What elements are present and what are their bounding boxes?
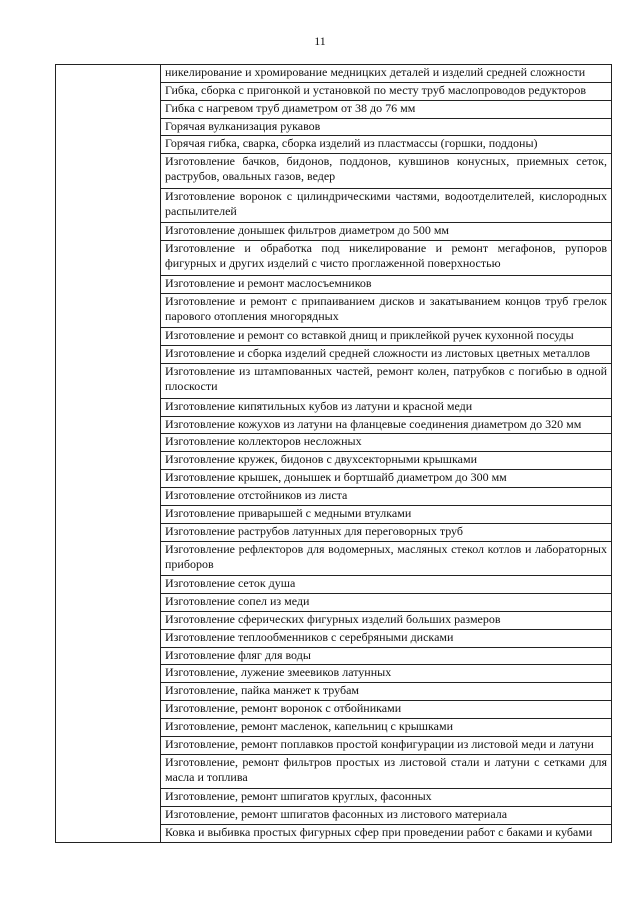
work-item-cell: Изготовление сопел из меди <box>161 594 612 612</box>
work-item-cell: Изготовление, ремонт шпигатов круглых, фасонных <box>161 789 612 807</box>
page-number: 11 <box>314 34 326 48</box>
work-item-cell: Изготовление кожухов из латуни на фланцевые соединения диаметром до 320 мм <box>161 416 612 434</box>
work-item-cell: Изготовление донышек фильтров диаметром до 500 мм <box>161 223 612 241</box>
work-item-cell: Гибка с нагревом труб диаметром от 38 до 76 мм <box>161 100 612 118</box>
empty-left-column-cell <box>56 65 161 843</box>
work-item-cell: Изготовление сеток душа <box>161 576 612 594</box>
work-item-cell: Гибка, сборка с пригонкой и установкой по месту труб маслопроводов редукторов <box>161 82 612 100</box>
work-item-cell: Изготовление кипятильных кубов из латуни и красной меди <box>161 398 612 416</box>
work-item-cell: Изготовление и ремонт с припаиванием дисков и закатыванием концов труб грелок парового отопления многорядных <box>161 293 612 328</box>
work-item-cell: Изготовление теплообменников с серебряными дисками <box>161 629 612 647</box>
work-item-cell: Изготовление из штампованных частей, ремонт колен, патрубков с погибью в одной плоскости <box>161 364 612 399</box>
work-item-cell: никелирование и хромирование медницких деталей и изделий средней сложности <box>161 65 612 83</box>
table-row <box>56 65 612 83</box>
work-item-cell: Изготовление, ремонт масленок, капельниц с крышками <box>161 719 612 737</box>
work-item-cell: Изготовление, лужение змеевиков латунных <box>161 665 612 683</box>
work-item-cell: Изготовление и ремонт маслосъемников <box>161 275 612 293</box>
work-item-cell: Изготовление раструбов латунных для переговорных труб <box>161 523 612 541</box>
work-item-cell: Изготовление отстойников из листа <box>161 488 612 506</box>
work-item-cell: Горячая вулканизация рукавов <box>161 118 612 136</box>
work-item-cell: Изготовление бачков, бидонов, поддонов, кувшинов конусных, приемных сеток, раструбов, овальных газов, ведер <box>161 154 612 189</box>
work-item-cell: Изготовление приварышей с медными втулками <box>161 505 612 523</box>
work-item-cell: Изготовление, пайка манжет к трубам <box>161 683 612 701</box>
work-item-cell: Изготовление крышек, донышек и бортшайб диаметром до 300 мм <box>161 470 612 488</box>
work-item-cell: Изготовление рефлекторов для водомерных, масляных стекол котлов и лабораторных приборов <box>161 541 612 576</box>
work-item-cell: Изготовление и ремонт со вставкой днищ и приклейкой ручек кухонной посуды <box>161 328 612 346</box>
work-item-cell: Изготовление и сборка изделий средней сложности из листовых цветных металлов <box>161 346 612 364</box>
work-item-cell: Изготовление коллекторов несложных <box>161 434 612 452</box>
table-body <box>56 65 612 843</box>
work-item-cell: Изготовление и обработка под никелирование и ремонт мегафонов, рупоров фигурных и других изделий с чисто проглаженной поверхностью <box>161 241 612 276</box>
work-item-cell: Изготовление, ремонт фильтров простых из листовой стали и латуни с сетками для масла и топлива <box>161 754 612 789</box>
work-item-cell: Изготовление фляг для воды <box>161 647 612 665</box>
work-item-cell: Изготовление воронок с цилиндрическими частями, водоотделителей, кислородных распылителей <box>161 188 612 223</box>
work-item-cell: Горячая гибка, сварка, сборка изделий из пластмассы (горшки, поддоны) <box>161 136 612 154</box>
work-item-cell: Изготовление сферических фигурных изделий больших размеров <box>161 611 612 629</box>
work-item-cell: Изготовление кружек, бидонов с двухсекторными крышками <box>161 452 612 470</box>
work-items-table <box>55 64 612 843</box>
work-item-cell: Изготовление, ремонт поплавков простой конфигурации из листовой меди и латуни <box>161 736 612 754</box>
work-item-cell: Ковка и выбивка простых фигурных сфер при проведении работ с баками и кубами <box>161 825 612 843</box>
work-item-cell: Изготовление, ремонт воронок с отбойниками <box>161 701 612 719</box>
work-item-cell: Изготовление, ремонт шпигатов фасонных из листового материала <box>161 807 612 825</box>
